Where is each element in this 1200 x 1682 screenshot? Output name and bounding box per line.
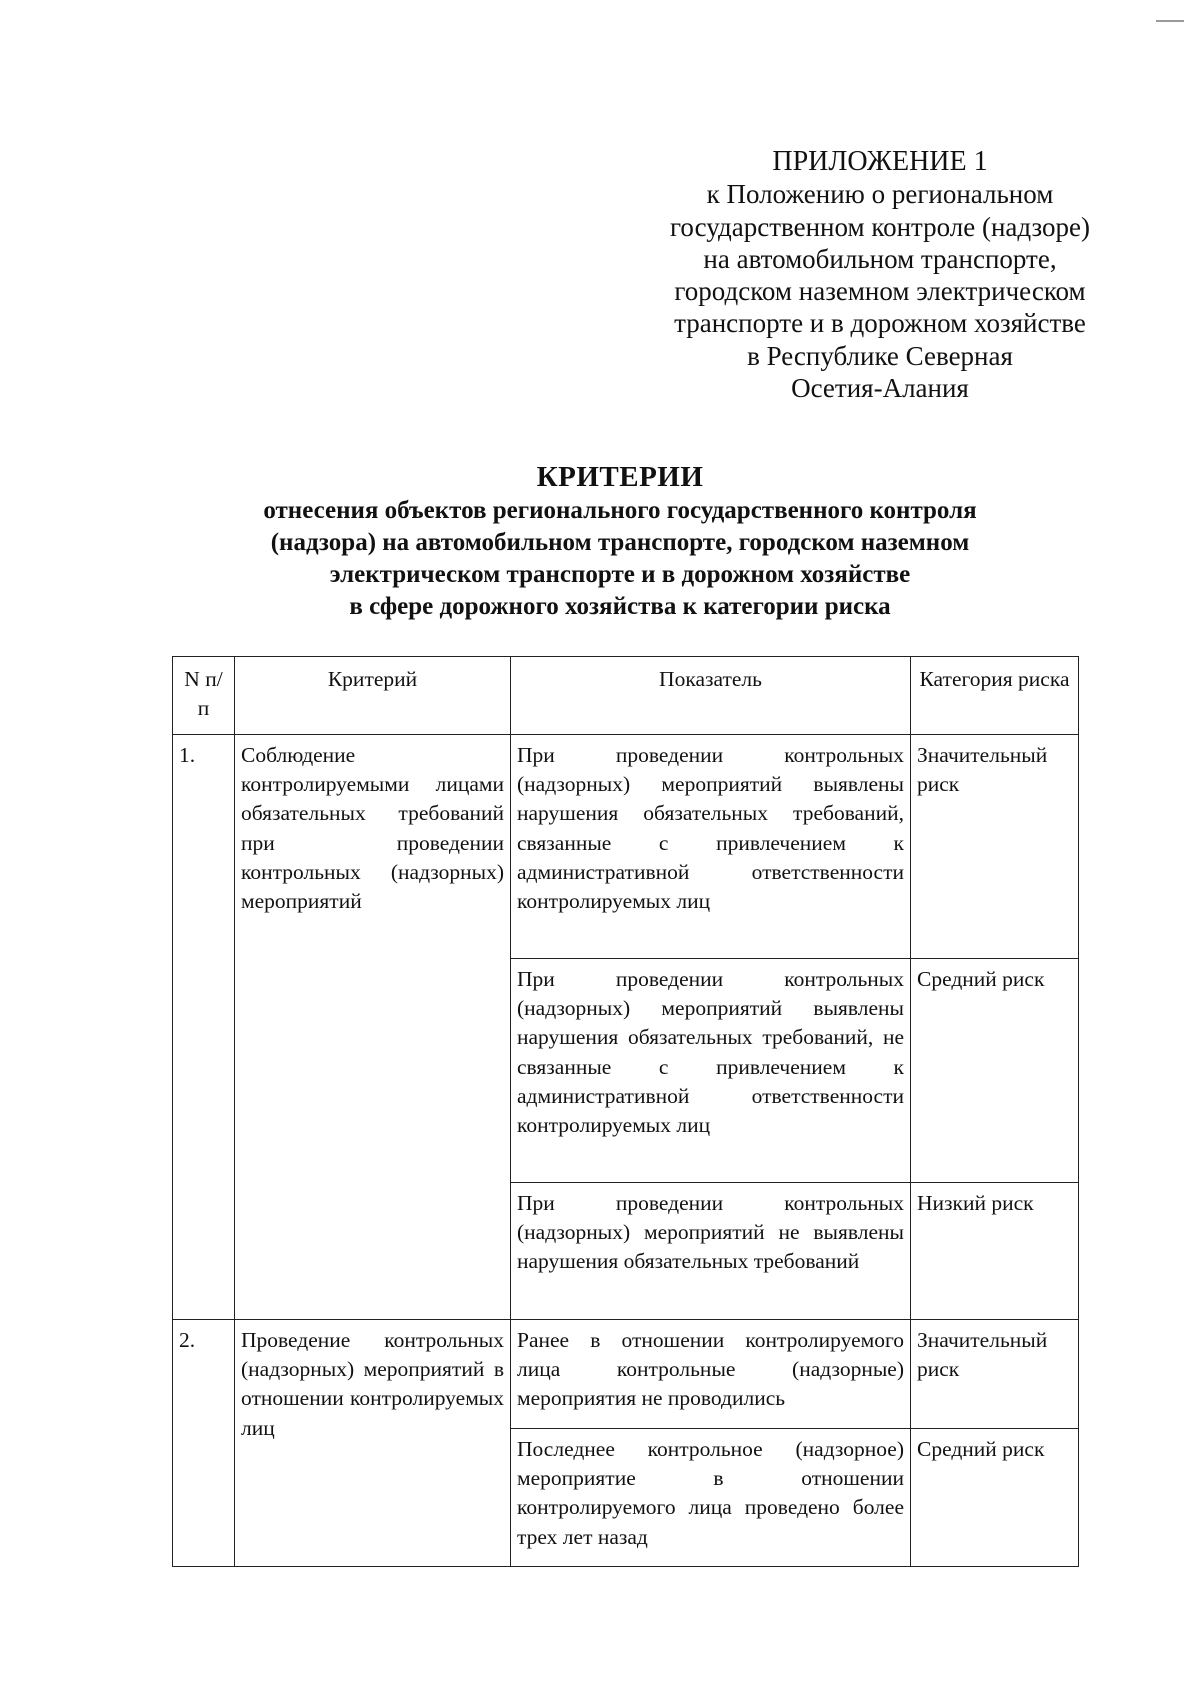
title-main: КРИТЕРИИ <box>536 461 704 493</box>
table-header-row <box>173 657 1079 735</box>
appendix-line: Осетия-Алания <box>791 373 969 404</box>
criterion-cell: Соблюдение контролируемыми лицами обязательных требований при проведении контрольных (надзорных) мероприятий <box>235 735 511 1320</box>
row-number: 1. <box>173 735 235 1320</box>
title-subtitle-line: в сфере дорожного хозяйства к категории риска <box>349 593 891 620</box>
indicator-cell: Последнее контрольное (надзорное) мероприятие в отношении контролируемого лица проведено более трех лет назад <box>511 1429 911 1567</box>
document-title <box>160 459 1080 623</box>
title-subtitle-line: электрическом транспорте и в дорожном хозяйстве <box>329 561 911 588</box>
table-row <box>173 1320 1079 1429</box>
title-subtitle-line: отнесения объектов регионального государственного контроля <box>263 497 977 524</box>
appendix-line: в Республике Северная <box>747 340 1013 371</box>
header-criterion: Критерий <box>235 657 511 735</box>
criterion-cell: Проведение контрольных (надзорных) мероприятий в отношении контролируемых лиц <box>235 1320 511 1567</box>
risk-criteria-table <box>172 656 1079 1567</box>
category-cell: Средний риск <box>911 959 1079 1183</box>
appendix-line: городском наземном электрическом <box>674 276 1086 307</box>
header-indicator: Показатель <box>511 657 911 735</box>
table-row <box>173 735 1079 959</box>
appendix-block <box>660 146 1100 404</box>
appendix-heading: ПРИЛОЖЕНИЕ 1 <box>772 146 988 177</box>
category-cell: Низкий риск <box>911 1183 1079 1320</box>
header-number: N п/п <box>173 657 235 735</box>
appendix-line: на автомобильном транспорте, <box>703 243 1057 274</box>
title-subtitle-line: (надзора) на автомобильном транспорте, городском наземном <box>270 529 970 556</box>
indicator-cell: При проведении контрольных (надзорных) мероприятий выявлены нарушения обязательных требований, не связанные с привлечением к административной ответственности контролируемых лиц <box>511 959 911 1183</box>
scan-mark <box>1156 20 1184 22</box>
appendix-line: транспорте и в дорожном хозяйстве <box>674 308 1086 339</box>
row-number: 2. <box>173 1320 235 1567</box>
category-cell: Значительный риск <box>911 735 1079 959</box>
appendix-line: к Положению о региональном <box>706 179 1054 210</box>
indicator-cell: Ранее в отношении контролируемого лица контрольные (надзорные) мероприятия не проводились <box>511 1320 911 1429</box>
header-category: Категория риска <box>911 657 1079 735</box>
category-cell: Средний риск <box>911 1429 1079 1567</box>
category-cell: Значительный риск <box>911 1320 1079 1429</box>
appendix-line: государственном контроле (надзоре) <box>670 211 1090 242</box>
indicator-cell: При проведении контрольных (надзорных) мероприятий не выявлены нарушения обязательных требований <box>511 1183 911 1320</box>
indicator-cell: При проведении контрольных (надзорных) мероприятий выявлены нарушения обязательных требований, связанные с привлечением к административной ответственности контролируемых лиц <box>511 735 911 959</box>
